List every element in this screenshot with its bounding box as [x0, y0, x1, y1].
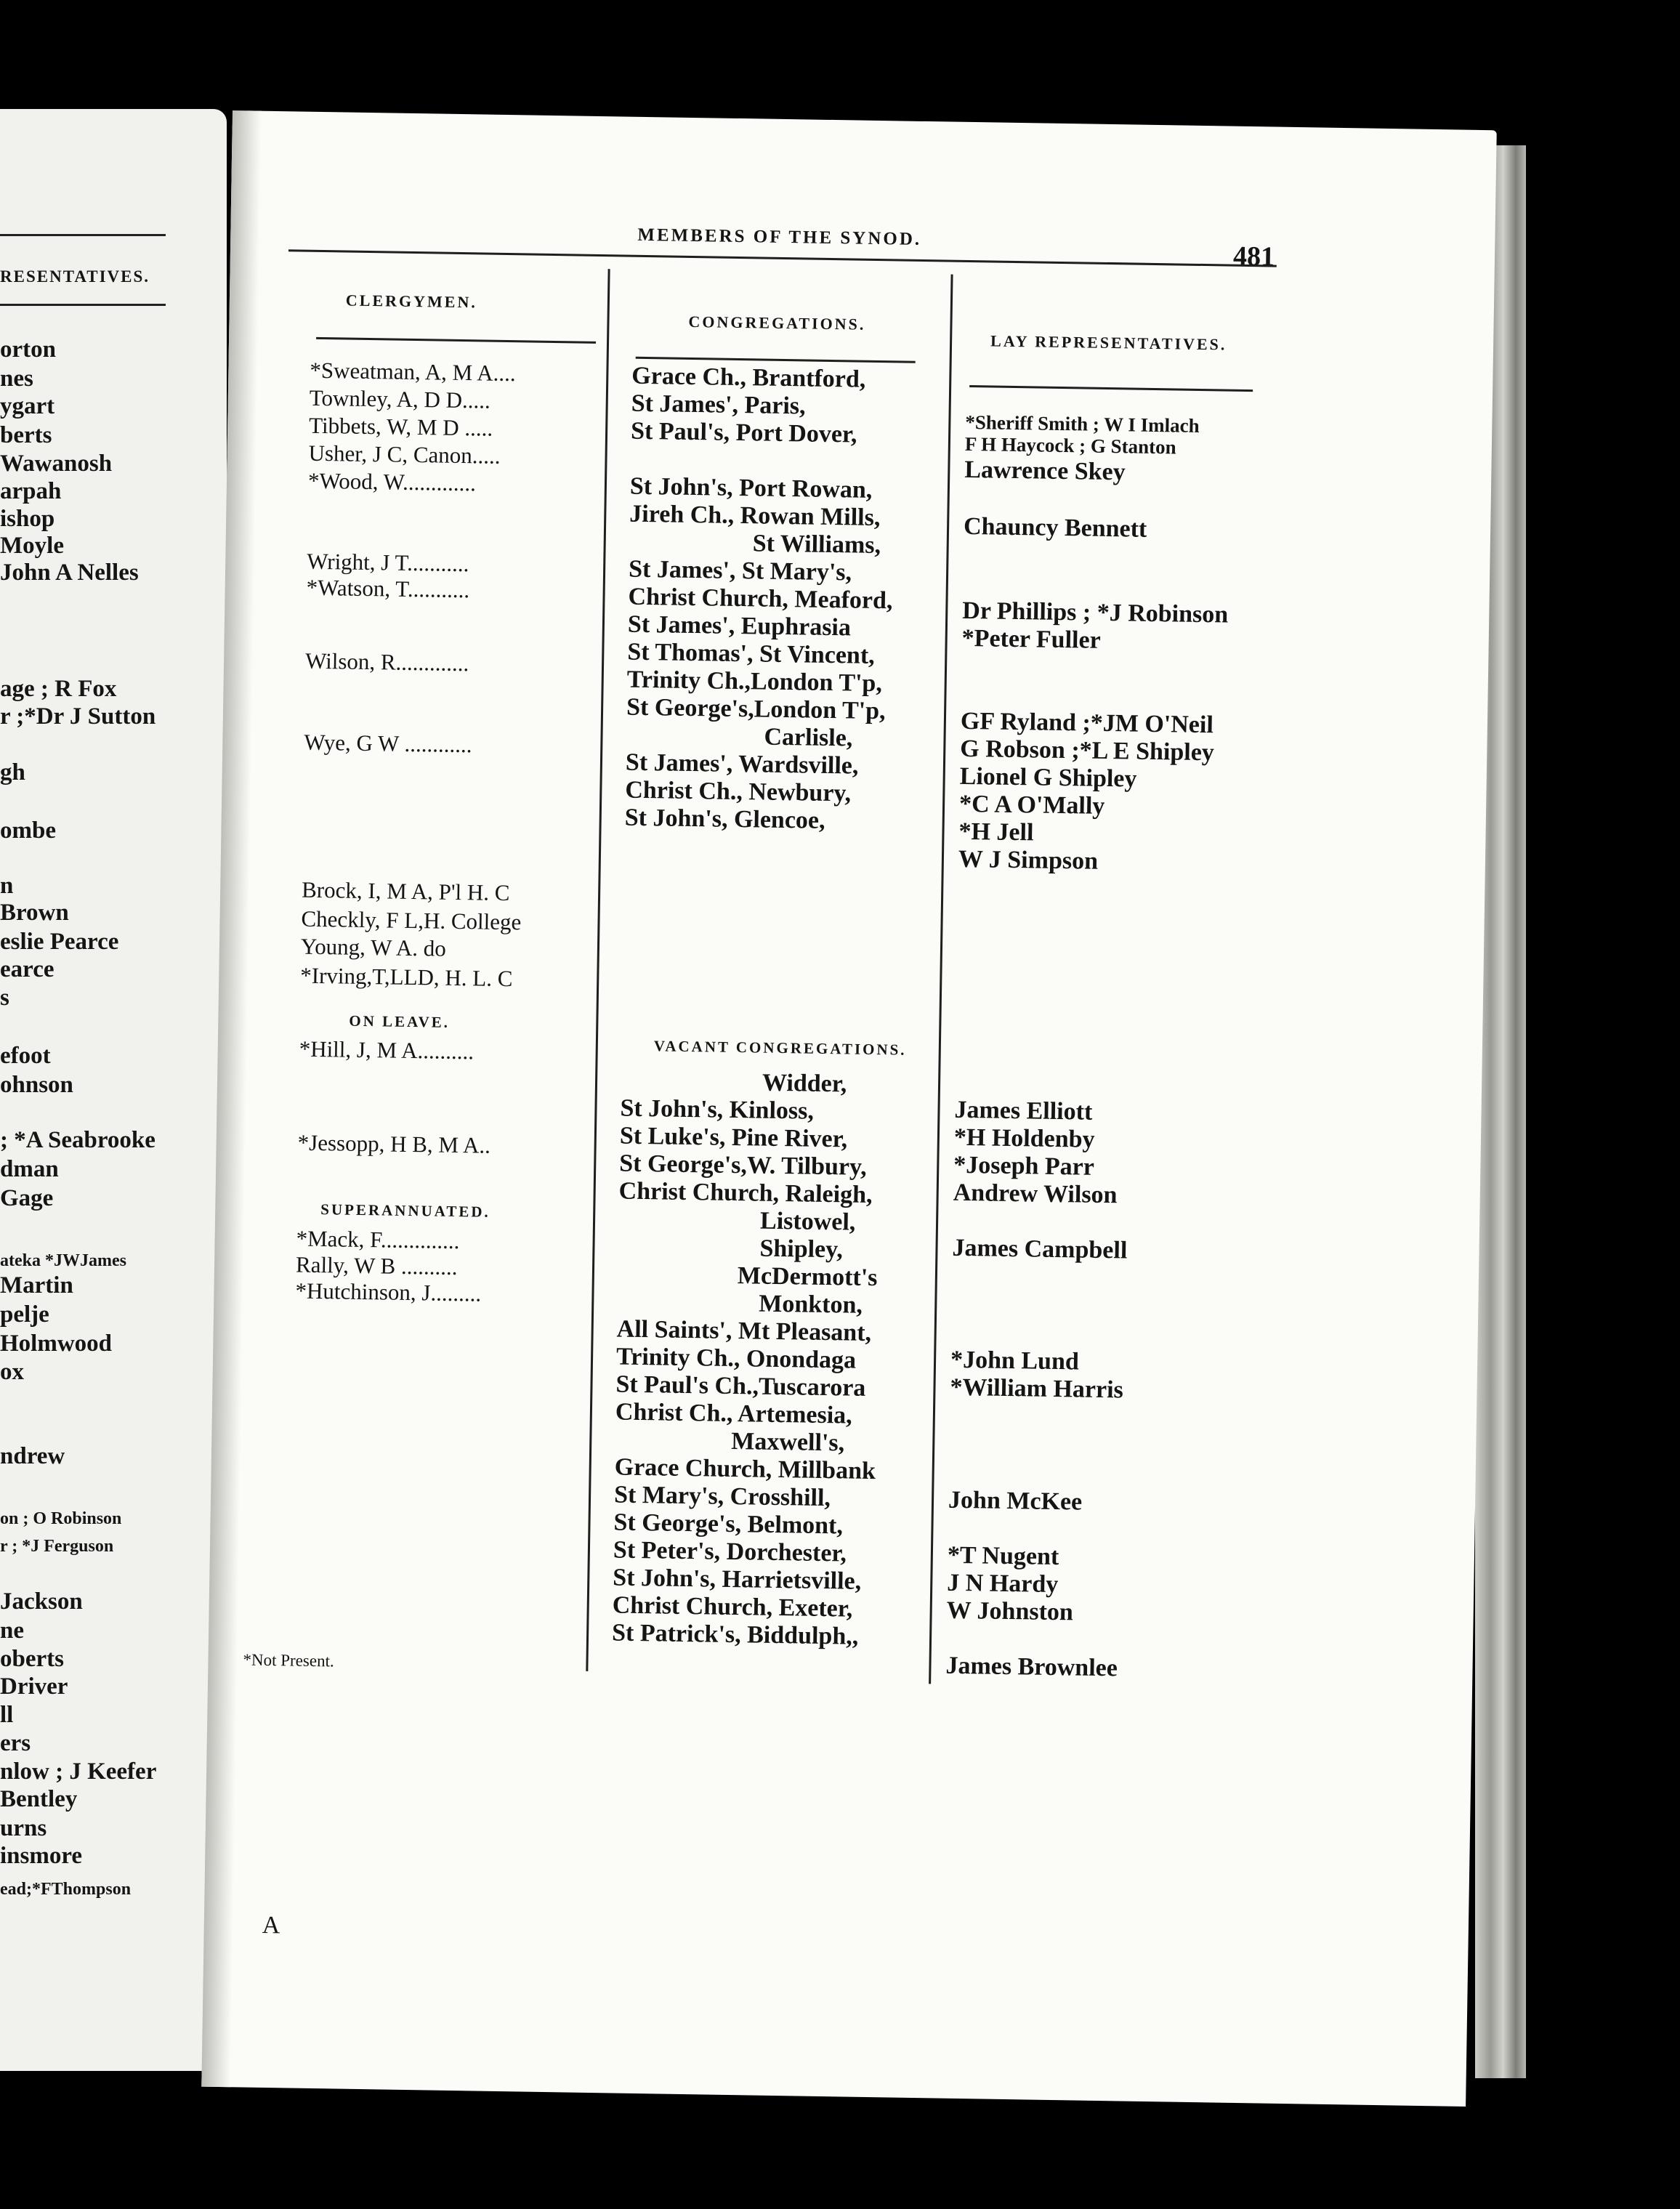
lay-representative-entry: *T Nugent	[947, 1541, 1059, 1571]
congregation-entry: St James', Euphrasia	[627, 610, 852, 642]
congregation-entry: St Patrick's, Biddulph,,	[611, 1619, 859, 1650]
lay-representative-entry: *H Holdenby	[953, 1123, 1095, 1153]
left-page-line: on ; O Robinson	[0, 1509, 122, 1528]
left-top-rule	[0, 234, 166, 236]
lay-representatives-header: LAY REPRESENTATIVES.	[990, 331, 1227, 354]
title-rule	[288, 249, 1277, 267]
congregation-entry: Christ Church, Exeter,	[612, 1591, 853, 1623]
clergyman-entry: Checkly, F L,H. College	[301, 905, 522, 935]
lay-representative-entry: Lionel G Shipley	[959, 762, 1137, 793]
left-page-line: Gage	[0, 1185, 54, 1211]
left-page-line: ; *A Seabrooke	[0, 1127, 156, 1153]
left-page-line: arpah	[0, 478, 62, 504]
superannuated-heading: SUPERANNUATED.	[320, 1200, 490, 1221]
congregation-entry: St John's, Harrietsville,	[613, 1564, 862, 1595]
lay-representative-entry: John McKee	[948, 1486, 1083, 1516]
left-page-line: nlow ; J Keefer	[0, 1758, 157, 1785]
vacant-congregations-heading: VACANT CONGREGATIONS.	[653, 1037, 907, 1059]
congregation-entry: St Williams,	[752, 530, 881, 560]
congregation-entry: Monkton,	[759, 1290, 863, 1319]
left-page-line: Brown	[0, 900, 69, 926]
column-divider-2	[929, 275, 953, 1684]
clergyman-entry: *Hutchinson, J.........	[295, 1277, 482, 1307]
left-page-line: John A Nelles	[0, 560, 139, 586]
left-page-line: s	[0, 985, 9, 1011]
left-column-header: RESENTATIVES.	[0, 267, 150, 286]
congregation-entry: All Saints', Mt Pleasant,	[616, 1315, 872, 1347]
clergyman-entry: *Hill, J, M A..........	[299, 1035, 474, 1065]
lay-representative-entry: *C A O'Mally	[958, 790, 1105, 820]
left-page-line: Jackson	[0, 1588, 83, 1615]
congregation-entry: St Paul's, Port Dover,	[630, 417, 857, 448]
left-page-line: r ;*Dr J Sutton	[0, 703, 156, 730]
congregation-entry: Christ Church, Meaford,	[628, 583, 893, 615]
left-page-line: Wawanosh	[0, 451, 113, 477]
left-page-line: efoot	[0, 1043, 51, 1069]
lay-representative-entry: James Brownlee	[945, 1652, 1118, 1682]
clergyman-entry: Tibbets, W, M D .....	[308, 412, 493, 441]
left-page-line: ombe	[0, 817, 56, 844]
lay-representative-entry: F H Haycock ; G Stanton	[964, 432, 1176, 459]
congregation-entry: St John's, Kinloss,	[620, 1094, 815, 1125]
lay-representative-entry: *Sheriff Smith ; W I Imlach	[965, 411, 1200, 437]
congregation-entry: St John's, Glencoe,	[624, 804, 825, 834]
clergyman-entry: Wilson, R.............	[304, 647, 469, 677]
congregation-entry: St Mary's, Crosshill,	[613, 1481, 831, 1512]
clergymen-header: CLERGYMEN.	[345, 291, 478, 312]
clergyman-entry: Young, W A. do	[300, 933, 447, 961]
left-page-line: ll	[0, 1702, 14, 1728]
congregation-entry: St Paul's Ch.,Tuscarora	[615, 1370, 866, 1402]
left-facing-page	[0, 109, 227, 2071]
left-page-line: ishop	[0, 506, 55, 532]
on-leave-heading: ON LEAVE.	[349, 1011, 451, 1031]
congregation-entry: Trinity Ch., Onondaga	[615, 1343, 857, 1374]
left-page-line: orton	[0, 336, 56, 363]
lay-representative-entry: J N Hardy	[947, 1569, 1059, 1599]
lay-representative-entry: W Johnston	[946, 1596, 1074, 1626]
left-page-line: ead;*FThompson	[0, 1880, 132, 1899]
clergyman-entry: Wye, G W ............	[304, 729, 472, 758]
congregation-entry: Christ Ch., Newbury,	[625, 776, 852, 807]
left-page-line: ndrew	[0, 1443, 65, 1469]
congregation-entry: St George's,W. Tilbury,	[619, 1150, 867, 1181]
page-481	[201, 110, 1497, 2107]
clergyman-entry: *Irving,T,LLD, H. L. C	[300, 962, 513, 992]
left-page-line: ateka *JWJames	[0, 1251, 126, 1270]
lay-representative-entry: *Peter Fuller	[961, 624, 1101, 654]
congregation-entry: Listowel,	[759, 1207, 856, 1236]
congregation-entry: Jireh Ch., Rowan Mills,	[629, 500, 881, 532]
lay-representative-entry: *John Lund	[950, 1346, 1080, 1376]
lay-representative-entry: *William Harris	[950, 1373, 1124, 1404]
lay-representative-entry: Lawrence Skey	[964, 456, 1126, 486]
lay-representative-entry: Chauncy Bennett	[963, 512, 1147, 543]
congregations-header-rule	[636, 357, 916, 363]
clergyman-entry: *Wood, W.............	[307, 467, 477, 496]
left-page-line: Bentley	[0, 1786, 78, 1812]
running-title: MEMBERS OF THE SYNOD.	[637, 225, 922, 249]
congregation-entry: St George's, Belmont,	[613, 1509, 844, 1540]
left-page-line: age ; R Fox	[0, 676, 117, 702]
congregation-entry: St James', St Mary's,	[628, 555, 852, 586]
congregation-entry: Carlisle,	[764, 723, 853, 752]
left-page-line: n	[0, 873, 14, 899]
left-page-line: urns	[0, 1815, 47, 1841]
lay-representative-entry: W J Simpson	[958, 845, 1099, 875]
congregation-entry: Christ Ch., Artemesia,	[615, 1398, 852, 1429]
congregation-entry: Maxwell's,	[731, 1428, 845, 1457]
left-page-line: berts	[0, 422, 52, 448]
left-page-line: Martin	[0, 1272, 73, 1299]
left-page-line: gh	[0, 759, 25, 786]
left-page-line: ygart	[0, 393, 55, 419]
clergyman-entry: *Watson, T...........	[306, 574, 470, 603]
clergyman-entry: Wright, J T...........	[306, 548, 469, 577]
footnote-not-present: *Not Present.	[243, 1650, 334, 1671]
signature-mark: A	[262, 1911, 280, 1939]
clergyman-entry: Rally, W B ..........	[295, 1251, 458, 1280]
left-page-line: r ; *J Ferguson	[0, 1537, 114, 1556]
clergyman-entry: *Sweatman, A, M A....	[310, 357, 516, 387]
lay-representative-entry: Andrew Wilson	[953, 1179, 1118, 1209]
congregation-entry: Grace Church, Millbank	[614, 1453, 876, 1485]
left-page-line: ox	[0, 1359, 24, 1385]
clergyman-entry: *Jessopp, H B, M A..	[297, 1129, 491, 1158]
clergyman-entry: *Mack, F..............	[296, 1225, 460, 1254]
congregation-entry: Trinity Ch.,London T'p,	[626, 666, 883, 698]
clergyman-entry: Brock, I, M A, P'l H. C	[301, 876, 510, 906]
congregation-entry: St John's, Port Rowan,	[629, 472, 873, 504]
clergymen-header-rule	[316, 337, 596, 344]
congregation-entry: Shipley,	[759, 1235, 844, 1264]
left-page-line: oberts	[0, 1646, 64, 1672]
left-page-line: Driver	[0, 1673, 68, 1700]
left-page-line: eslie Pearce	[0, 929, 119, 955]
left-page-line: Holmwood	[0, 1330, 113, 1357]
lay-representative-entry: *H Jell	[958, 817, 1034, 847]
left-page-line: dman	[0, 1156, 59, 1182]
congregation-entry: St Thomas', St Vincent,	[627, 638, 876, 669]
lay-representative-entry: James Elliott	[954, 1096, 1093, 1126]
congregation-entry: St James', Wardsville,	[625, 748, 859, 780]
left-page-line: Moyle	[0, 533, 64, 559]
congregation-entry: St Luke's, Pine River,	[619, 1122, 848, 1153]
congregation-entry: Grace Ch., Brantford,	[631, 362, 866, 393]
column-divider-1	[586, 269, 610, 1671]
page-number: 481	[1232, 241, 1275, 272]
left-header-rule	[0, 304, 166, 306]
congregation-entry: Christ Church, Raleigh,	[618, 1177, 873, 1209]
clergyman-entry: Townley, A, D D.....	[309, 384, 491, 413]
lay-representative-entry: Dr Phillips ; *J Robinson	[962, 597, 1229, 629]
lay-header-rule	[969, 385, 1253, 392]
congregation-entry: St Peter's, Dorchester,	[613, 1536, 847, 1567]
left-page-line: nes	[0, 366, 33, 392]
congregation-entry: St George's,London T'p,	[626, 693, 886, 725]
clergyman-entry: Usher, J C, Canon.....	[308, 440, 501, 469]
lay-representative-entry: G Robson ;*L E Shipley	[960, 735, 1215, 767]
left-page-line: ohnson	[0, 1072, 73, 1098]
left-page-line: insmore	[0, 1843, 83, 1869]
congregation-entry: Widder,	[762, 1069, 847, 1098]
left-page-line: ne	[0, 1618, 24, 1644]
lay-representative-entry: James Campbell	[952, 1234, 1128, 1264]
lay-representative-entry: GF Ryland ;*JM O'Neil	[960, 707, 1214, 739]
left-page-line: ers	[0, 1730, 31, 1756]
congregations-header: CONGREGATIONS.	[688, 312, 866, 334]
lay-representative-entry: *Joseph Parr	[953, 1151, 1095, 1181]
congregation-entry: St James', Paris,	[631, 389, 806, 420]
left-page-line: earce	[0, 956, 54, 982]
left-page-line: pelje	[0, 1301, 49, 1328]
congregation-entry: McDermott's	[737, 1262, 878, 1292]
